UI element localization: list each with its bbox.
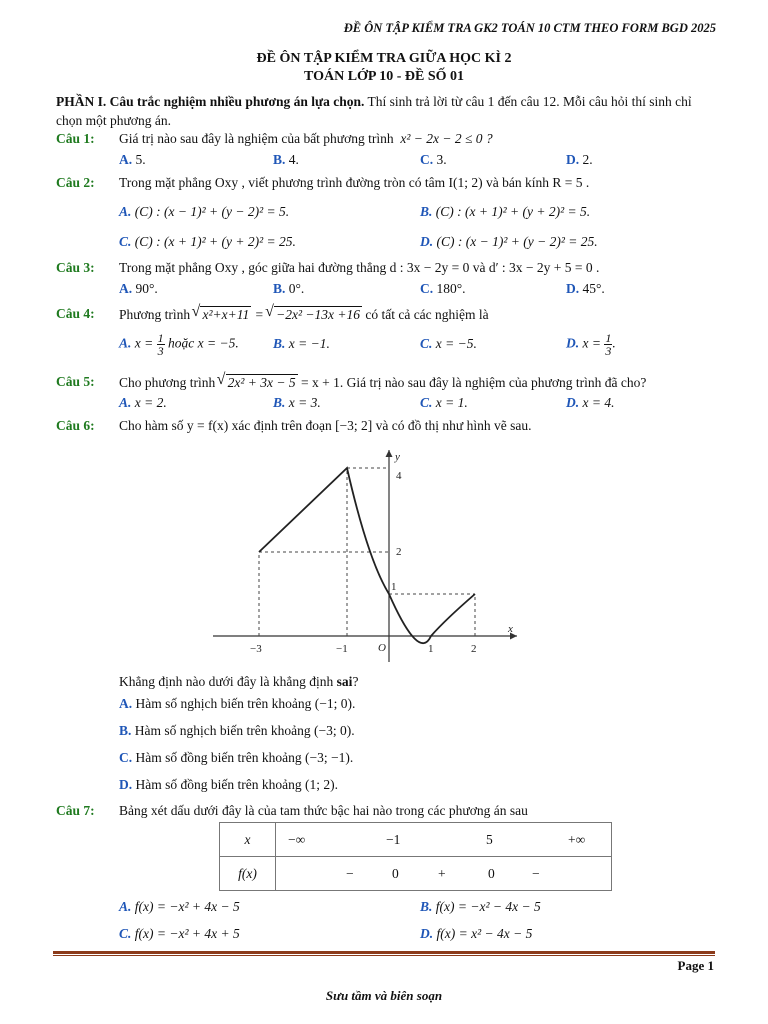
q6-prompt-end: ? [352,674,359,689]
option-text: Hàm số nghịch biến trên khoảng (−1; 0). [135,696,356,711]
question-2-label: Câu 2: [56,175,95,190]
x-axis-label: x [508,623,513,635]
letter: B. [420,899,433,914]
q4-stem: Phương trình [119,307,191,322]
option-text: f(x) = −x² − 4x − 5 [435,899,541,914]
footer-divider [53,951,715,954]
sign-table [219,822,612,891]
q1-option-b[interactable] [273,152,299,168]
option-text: . [612,335,616,351]
option-text: (C) : (x + 1)² + (y + 2)² = 5. [435,204,591,219]
x-root-2: 5 [486,832,493,847]
letter: C. [420,281,434,296]
q6-prompt [119,674,358,690]
q4-option-a[interactable] [119,332,239,357]
option-text: 4. [288,152,299,167]
q7-option-a[interactable] [119,899,240,915]
question-1-text [119,131,493,147]
option-text: x = 2. [134,395,167,410]
option-text: x = 1. [435,395,468,410]
numerator: 1 [605,331,612,345]
letter: C. [420,395,433,410]
q4-option-c[interactable] [420,336,477,352]
sign-1: − [346,866,354,881]
part-instructions [56,92,721,130]
q1-expr: x² − 2x − 2 ≤ 0 ? [400,131,493,146]
denominator: 3 [157,344,164,358]
question-4-label: Câu 4: [56,306,95,321]
option-text: 180°. [436,281,466,296]
letter: A. [119,152,133,167]
q6-option-d[interactable] [119,777,338,793]
option-text: x = −1. [288,336,330,351]
letter: D. [566,395,580,410]
letter: D. [566,152,580,167]
q6-option-a[interactable] [119,696,355,712]
q5-option-a[interactable] [119,395,167,411]
q2-option-c[interactable] [119,234,296,250]
q3-option-b[interactable] [273,281,304,297]
q4-option-b[interactable] [273,336,330,352]
q7-option-b[interactable] [420,899,541,915]
option-text: x = 3. [288,395,321,410]
y-tick-2: 2 [396,546,402,558]
option-text: Hàm số nghịch biến trên khoảng (−3; 0). [134,723,355,738]
q7-option-d[interactable] [420,926,532,942]
q1-option-c[interactable] [420,152,447,168]
sign-2: + [438,866,446,881]
option-text: hoặc x = −5. [164,335,239,351]
y-axis-label: y [395,451,400,463]
page-number: Page 1 [677,958,714,973]
option-text: x = 4. [582,395,615,410]
exam-title: ĐỀ ÔN TẬP KIỂM TRA GIỮA HỌC KÌ 2 [256,51,512,66]
x-tick-neg3: −3 [250,643,262,655]
q2-option-b[interactable] [420,204,590,220]
question-6-label: Câu 6: [56,418,95,433]
sign-table-values [276,823,612,857]
option-text: Hàm số đồng biến trên khoảng (−3; −1). [135,750,354,765]
y-tick-4: 4 [396,470,402,482]
letter: D. [119,777,133,792]
q2-option-d[interactable] [420,234,598,250]
letter: C. [119,234,132,249]
q1-stem: Giá trị nào sau đây là nghiệm của bất phương trình [119,131,394,146]
q4-option-d[interactable] [566,332,616,357]
option-text: (C) : (x + 1)² + (y + 2)² = 25. [134,234,296,249]
q5-option-b[interactable] [273,395,321,411]
footer-credit: Sưu tầm và biên soạn [325,988,443,1003]
letter: B. [119,723,132,738]
q1-option-a[interactable] [119,152,146,168]
option-text: f(x) = −x² + 4x − 5 [134,899,240,914]
q5-option-d[interactable] [566,395,614,411]
sign-table-row-x [220,823,612,857]
x-tick-2: 2 [471,643,477,655]
q5-option-c[interactable] [420,395,468,411]
q4-radical-2: √ −2x² −13x +16 [274,306,362,323]
letter: D. [420,234,434,249]
letter: B. [273,336,286,351]
letter: B. [273,152,286,167]
sign-table-header-fx: f(x) [220,857,276,891]
option-text: 0°. [288,281,305,296]
option-text: 90°. [135,281,158,296]
letter: B. [273,395,286,410]
question-5-text [119,374,646,391]
fraction [157,332,165,357]
question-3-text: Trong mặt phẳng Oxy , góc giữa hai đường thẳng d : 3x − 2y = 0 và d′ : 3x − 2y + 5 = 0 . [119,260,600,275]
q4-equals: = [251,307,268,322]
q2-option-a[interactable] [119,204,289,220]
q5-stem-end: = x + 1. Giá trị nào sau đây là nghiệm của phương trình đã cho? [297,375,647,390]
option-text: 5. [135,152,146,167]
option-text: f(x) = x² − 4x − 5 [436,926,533,941]
q6-option-b[interactable] [119,723,355,739]
exam-subtitle: TOÁN LỚP 10 - ĐỀ SỐ 01 [304,69,464,84]
option-text: 45°. [582,281,605,296]
part-heading: PHẦN I. Câu trắc nghiệm nhiều phương án lựa chọn. [56,94,365,109]
option-text: 2. [582,152,593,167]
letter: B. [273,281,286,296]
letter: D. [566,335,580,351]
option-text: f(x) = −x² + 4x + 5 [134,926,240,941]
q4-radical-1: √ x²+x+11 [200,306,251,323]
numerator: 1 [157,331,164,345]
question-5-label: Câu 5: [56,374,95,389]
x-root-1: −1 [386,832,401,847]
question-7-text: Bảng xét dấu dưới đây là của tam thức bậc hai nào trong các phương án sau [119,803,528,818]
guide-lines [259,468,475,636]
letter: D. [420,926,434,941]
question-3-label: Câu 3: [56,260,95,275]
letter: A. [119,204,132,219]
letter: A. [119,899,132,914]
question-4-text [119,306,489,323]
q3-option-c[interactable] [420,281,466,297]
sign-table-header-x: x [220,823,276,857]
zero-2: 0 [488,866,495,881]
zero-1: 0 [392,866,399,881]
letter: C. [420,152,434,167]
letter: A. [119,696,133,711]
question-7-label: Câu 7: [56,803,95,818]
function-graph [205,440,525,670]
letter: C. [119,926,132,941]
sign-table-signs [276,857,612,891]
option-text: x = −5. [435,336,477,351]
option-text: (C) : (x − 1)² + (y − 2)² = 5. [134,204,290,219]
sign-3: − [532,866,540,881]
denominator: 3 [605,344,612,358]
letter: A. [119,335,132,351]
q6-option-c[interactable] [119,750,353,766]
letter: A. [119,395,132,410]
letter: C. [119,750,133,765]
letter: B. [420,204,433,219]
q5-radical: √ 2x² + 3x − 5 [226,374,298,391]
footer-divider-thin [53,955,715,956]
q6-prompt-bold: sai [336,674,353,689]
q4-stem-end: có tất cả các nghiệm là [361,307,489,322]
q1-option-d[interactable] [566,152,593,168]
q3-option-a[interactable] [119,281,158,297]
origin-label: O [378,642,386,654]
option-text: Hàm số đồng biến trên khoảng (1; 2). [135,777,338,792]
option-text: 3. [436,152,447,167]
q5-stem: Cho phương trình [119,375,216,390]
question-6-text: Cho hàm số y = f(x) xác định trên đoạn [−3; 2] và có đồ thị như hình vẽ sau. [119,418,532,433]
q3-option-d[interactable] [566,281,605,297]
option-text: x = [134,335,154,351]
letter: C. [420,336,433,351]
letter: D. [566,281,580,296]
page-header: ĐỀ ÔN TẬP KIỂM TRA GK2 TOÁN 10 CTM THEO FORM BGD 2025 [343,21,716,35]
x-tick-neg1: −1 [336,643,348,655]
question-1-label: Câu 1: [56,131,95,146]
question-2-text: Trong mặt phẳng Oxy , viết phương trình đường tròn có tâm I(1; 2) và bán kính R = 5 . [119,175,590,190]
y-tick-1: 1 [391,581,397,593]
sign-table-row-fx [220,857,612,891]
option-text: (C) : (x − 1)² + (y − 2)² = 25. [436,234,598,249]
x-tick-1: 1 [428,643,434,655]
part-text: Thí sinh trả lời từ câu 1 đến câu 12. Mỗi câu hỏi thí sinh chỉ chọn một phương án. [56,94,692,128]
q6-prompt-text: Khẳng định nào dưới đây là khẳng định [119,674,337,689]
letter: A. [119,281,133,296]
function-curve [259,468,475,643]
x-neg-inf: −∞ [288,832,306,847]
q7-option-c[interactable] [119,926,240,942]
option-text: x = [582,335,601,351]
x-pos-inf: +∞ [568,832,586,847]
